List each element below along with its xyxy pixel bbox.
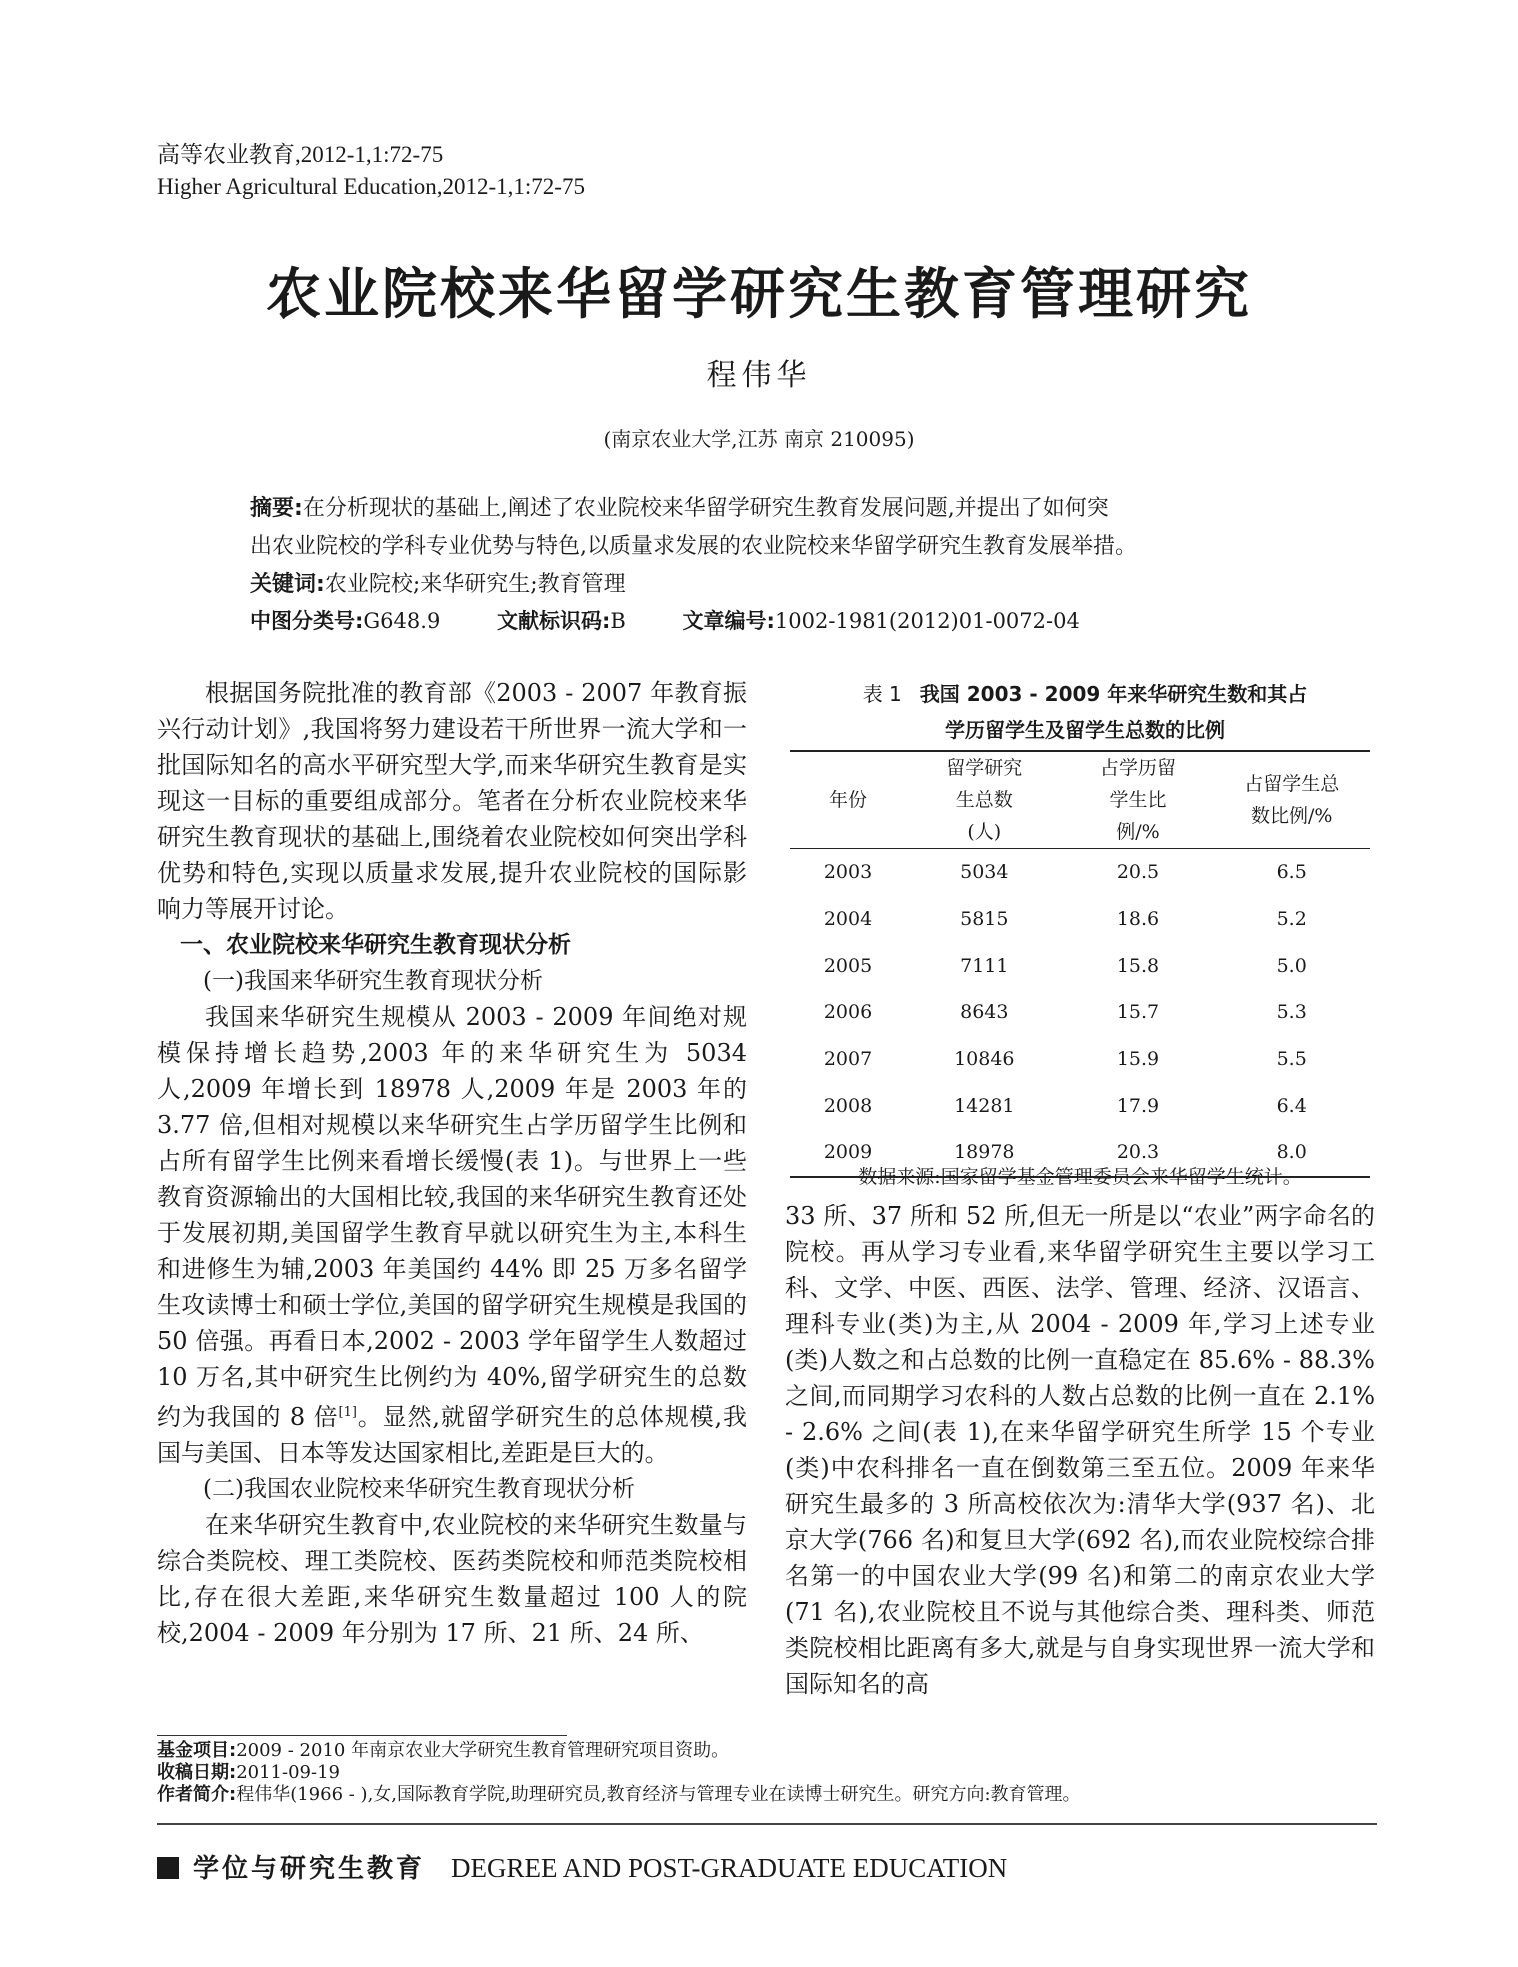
footer-journal-cn: 学位与研究生教育: [193, 1854, 426, 1884]
square-icon: [157, 1857, 179, 1879]
journal-citation-cn: 高等农业教育,2012-1,1:72-75: [157, 142, 444, 167]
cell-total: 5815: [960, 908, 1009, 931]
article-number-label: 文章编号:: [682, 609, 775, 633]
footnote-received-date: [157, 1762, 1377, 1784]
abstract-text-2: 出农业院校的学科专业优势与特色,以质量求发展的农业院校来华留学研究生教育发展举措。: [250, 534, 1137, 559]
header-year: 年份: [790, 751, 906, 849]
cell-year: 2004: [823, 908, 873, 931]
cell-degree-ratio: 18.6: [1116, 908, 1160, 931]
footnote-author-bio: [157, 1784, 1377, 1806]
cell-year: 2007: [823, 1048, 873, 1071]
footer-divider: [157, 1823, 1377, 1825]
table-label: 表 1: [862, 682, 902, 706]
table-row: [790, 849, 1370, 896]
table-row: [790, 989, 1370, 1036]
abstract-label: 摘要:: [250, 496, 303, 521]
cell-degree-ratio: 20.3: [1063, 1129, 1214, 1177]
abstract-line-1: [250, 490, 1305, 528]
author-name: 程伟华: [706, 358, 812, 393]
cell-all-ratio: 5.2: [1276, 908, 1307, 931]
subsection-heading-2: (二)我国农业院校来华研究生教育现状分析: [203, 1476, 635, 1502]
header-total: 留学研究生总数(人): [906, 751, 1063, 849]
table-caption: [790, 676, 1380, 748]
right-paragraph: 33 所、37 所和 52 所,但无一所是以“农业”两字命名的院校。再从学习专业看,来华留学研究生主要以学习工科、文学、中医、西医、法学、管理、经济、汉语言、理科专业(类)为主,从 2004 - 2009 年,学习上述专业(类)人数之和占总数的比例一直稳定在 85.6% - 88.3% 之间,而同期学习农科的人数占总数的比例一直在 2.1% - 2.6% 之间(表 1),在来华留学研究生所学 15 个专业(类)中农科排名一直在倒数第三至五位。2009 年来华研究生最多的 3 所高校依次为:清华大学(937 名)、北京大学(766 名)和复旦大学(692 名),而农业院校综合排名第一的中国农业大学(99 名)和第二的南京农业大学(71 名),农业院校且不说与其他综合类、理科类、师范类院校相比距离有多大,就是与自身实现世界一流大学和国际知名的高: [785, 1202, 1375, 1698]
date-text: 2011-09-19: [236, 1762, 340, 1783]
cell-total: 14281: [954, 1094, 1015, 1117]
fund-label: 基金项目:: [157, 1740, 237, 1761]
keywords-line: [250, 566, 1305, 604]
table-row: [790, 896, 1370, 943]
cell-all-ratio: 5.3: [1276, 1001, 1307, 1024]
right-column: [785, 1198, 1375, 1702]
clc-value: G648.9: [363, 609, 441, 633]
header-degree-ratio: 占学历留学生比例/%: [1063, 751, 1214, 849]
classification-line: [250, 605, 1305, 635]
citation-ref[interactable]: [1]: [338, 1405, 357, 1420]
cell-all-ratio: 8.0: [1213, 1129, 1370, 1177]
cell-all-ratio: 6.4: [1276, 1094, 1307, 1117]
bio-text: 程伟华(1966 - ),女,国际教育学院,助理研究员,教育经济与管理专业在读博士研究生。研究方向:教育管理。: [236, 1784, 1081, 1805]
paragraph-2: [157, 999, 747, 1471]
header-all-ratio: 占留学生总数比例/%: [1213, 751, 1370, 849]
table-row: [790, 1036, 1370, 1083]
cell-all-ratio: 5.0: [1276, 954, 1307, 977]
paragraph-2-text: 我国来华研究生规模从 2003 - 2009 年间绝对规模保持增长趋势,2003 年的来华研究生为 5034 人,2009 年增长到 18978 人,2009 年是 2003 年的 3.77 倍,但相对规模以来华研究生占学历留学生比例和占所有留学生比例来看增长缓慢(表 1)。与世界上一些教育资源输出的大国相比较,我国的来华研究生教育还处于发展初期,美国留学生教育早就以研究生为主,本科生和进修生为辅,2003 年美国约 44% 即 25 万多名留学生攻读博士和硕士学位,美国的留学研究生规模是我国的 50 倍强。再看日本,2002 - 2003 学年留学生人数超过 10 万名,其中研究生比例约为 40%,留学研究生的总数约为我国的 8 倍: [157, 1003, 747, 1431]
cell-total: 8643: [960, 1001, 1009, 1024]
table-source-note: 数据来源:国家留学基金管理委员会来华留学生统计。: [858, 1166, 1302, 1188]
doc-code-value: B: [610, 609, 626, 633]
table-row: [790, 1082, 1370, 1129]
cell-total: 7111: [960, 954, 1009, 977]
table-header-row: [790, 751, 1370, 849]
cell-year: 2005: [823, 954, 873, 977]
bio-label: 作者简介:: [157, 1784, 237, 1805]
date-label: 收稿日期:: [157, 1762, 237, 1783]
section-heading-1: 一、农业院校来华研究生教育现状分析: [180, 932, 571, 958]
left-column: [157, 675, 747, 1651]
fund-text: 2009 - 2010 年南京农业大学研究生教育管理研究项目资助。: [236, 1740, 730, 1761]
article-title: 农业院校来华留学研究生教育管理研究: [265, 262, 1252, 326]
article-number-value: 1002-1981(2012)01-0072-04: [774, 609, 1080, 633]
cell-degree-ratio: 15.7: [1116, 1001, 1160, 1024]
abstract: [250, 490, 1305, 604]
footnote-fund: [157, 1740, 1377, 1762]
subsection-heading-1: (一)我国来华研究生教育现状分析: [203, 968, 543, 994]
cell-year: 2003: [823, 861, 873, 884]
table-caption-line-1: 我国 2003 - 2009 年来华研究生数和其占: [919, 682, 1308, 706]
paragraph-2-text-end: 。显然,就留学研究生的总体规模,我国与美国、日本等发达国家相比,差距是巨大的。: [157, 1403, 747, 1467]
cell-total: 18978: [906, 1129, 1063, 1177]
footnote-divider: [157, 1735, 567, 1736]
data-table: [790, 750, 1370, 1178]
footer-journal-en: DEGREE AND POST-GRADUATE EDUCATION: [451, 1853, 1008, 1883]
cell-year: 2006: [823, 1001, 873, 1024]
doc-code-label: 文献标识码:: [497, 609, 611, 633]
cell-degree-ratio: 15.9: [1116, 1048, 1160, 1071]
journal-footer: [157, 1850, 1007, 1887]
clc-label: 中图分类号:: [250, 609, 364, 633]
keywords-label: 关键词:: [250, 572, 325, 597]
table-row: [790, 942, 1370, 989]
cell-all-ratio: 6.5: [1276, 861, 1307, 884]
cell-total: 5034: [960, 861, 1009, 884]
cell-all-ratio: 5.5: [1276, 1048, 1307, 1071]
keywords-text: 农业院校;来华研究生;教育管理: [324, 572, 626, 597]
cell-year: 2009: [790, 1129, 906, 1177]
journal-citation-en: Higher Agricultural Education,2012-1,1:72-75: [157, 174, 585, 199]
intro-paragraph: 根据国务院批准的教育部《2003 - 2007 年教育振兴行动计划》,我国将努力建设若干所世界一流大学和一批国际知名的高水平研究型大学,而来华研究生教育是实现这一目标的重要组成部分。笔者在分析农业院校来华研究生教育现状的基础上,围绕着农业院校如何突出学科优势和特色,实现以质量求发展,提升农业院校的国际影响力等展开讨论。: [157, 679, 747, 923]
cell-year: 2008: [823, 1094, 873, 1117]
cell-degree-ratio: 15.8: [1116, 954, 1160, 977]
table-caption-line-2: 学历留学生及留学生总数的比例: [945, 718, 1225, 742]
paragraph-3: 在来华研究生教育中,农业院校的来华研究生数量与综合类院校、理工类院校、医药类院校和师范类院校相比,存在很大差距,来华研究生数量超过 100 人的院校,2004 - 2009 年分别为 17 所、21 所、24 所、: [157, 1511, 747, 1647]
abstract-text-1: 在分析现状的基础上,阐述了农业院校来华留学研究生教育发展问题,并提出了如何突: [302, 496, 1109, 521]
cell-total: 10846: [954, 1048, 1015, 1071]
cell-degree-ratio: 17.9: [1116, 1094, 1160, 1117]
author-affiliation: (南京农业大学,江苏 南京 210095): [603, 427, 915, 451]
cell-degree-ratio: 20.5: [1116, 861, 1160, 884]
